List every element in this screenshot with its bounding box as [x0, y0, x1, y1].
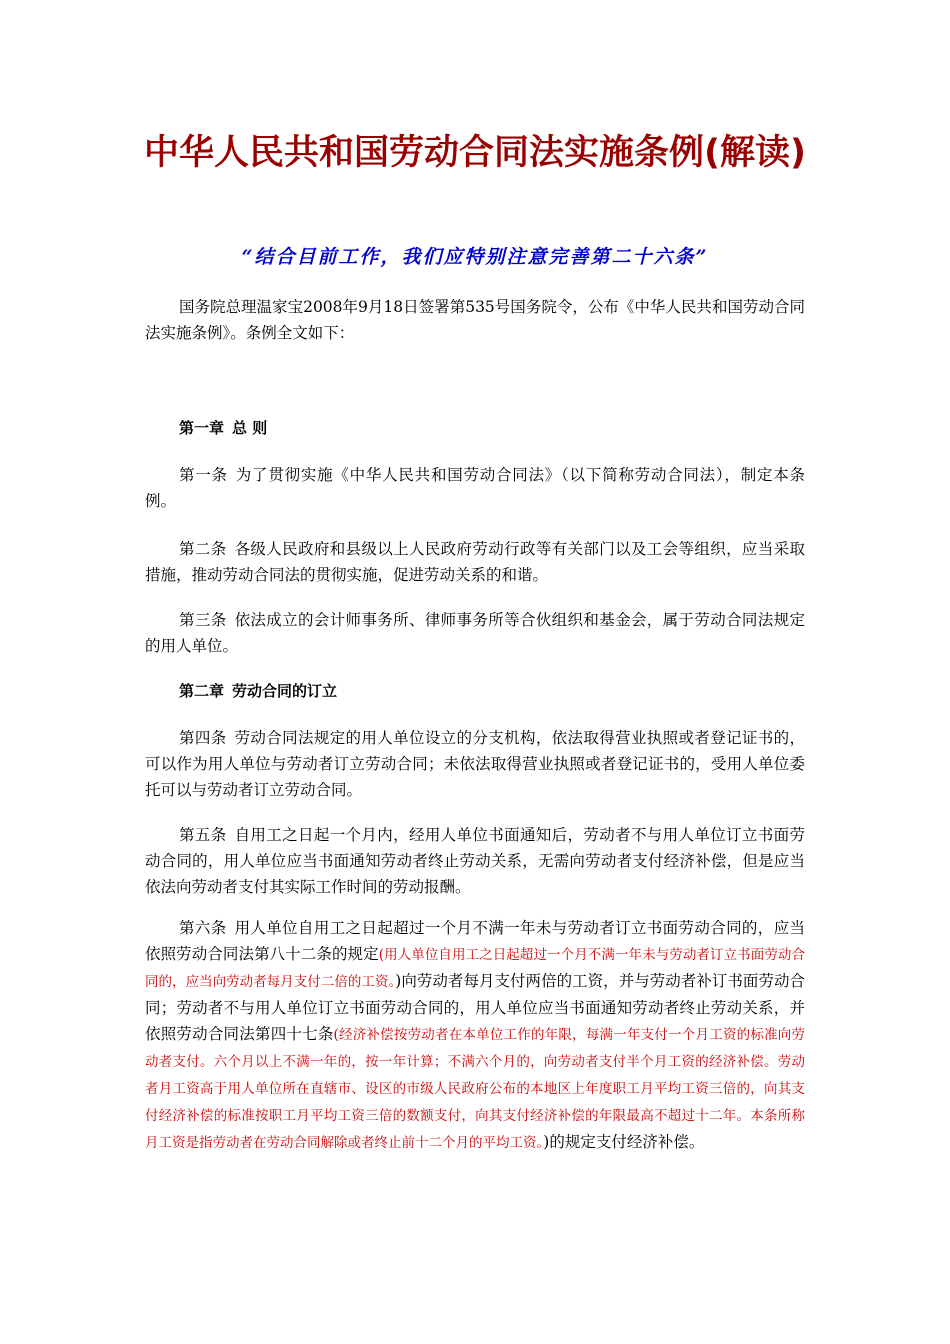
chapter-heading-2	[179, 679, 337, 703]
annotation-open: (	[333, 1027, 339, 1043]
annotation-note: 经济补偿按劳动者在本单位工作的年限，每满一年支付一个月工资的标准向劳动者支付。六个月以上不满一年的，按一年计算；不满六个月的，向劳动者支付半个月工资的经济补偿。劳动者月工资高于用人单位所在直辖市、设区的市级人民政府公布的本地区上年度职工月平均工资三倍的，向其支付经济补偿的标准按职工月平均工资三倍的数额支付，向其支付经济补偿的年限最高不超过十二年。本条所称月工资是指劳动者在劳动合同解除或者终止前十二个月的平均工资。	[145, 1027, 805, 1151]
chapter-name: 劳动合同的订立	[232, 682, 338, 700]
article-text: 向劳动者每月支付两倍的工资，并与劳动者补订书面劳动合同；劳动者不与用人单位订立书面劳动合同的，用人单位应当书面通知劳动者终止劳动关系，并依照劳动合同法第四十七条	[145, 972, 805, 1043]
chapter-heading-1	[179, 416, 267, 440]
chapter-label: 第二章	[179, 682, 225, 700]
article-text: 依法成立的会计师事务所、律师事务所等合伙组织和基金会，属于劳动合同法规定的用人单位。	[145, 611, 805, 655]
article-6	[145, 915, 805, 1156]
article-1	[145, 462, 805, 514]
article-5	[145, 822, 805, 900]
article-4	[145, 725, 805, 803]
article-text: 用人单位自用工之日起超过一个月不满一年未与劳动者订立书面劳动合同的，应当依照劳动合同法第八十二条的规定	[145, 919, 805, 963]
article-text: 各级人民政府和县级以上人民政府劳动行政等有关部门以及工会等组织，应当采取措施，推动劳动合同法的贯彻实施，促进劳动关系的和谐。	[145, 540, 805, 584]
article-label: 第四条	[179, 729, 227, 747]
annotation-close: )	[543, 1133, 550, 1151]
annotation-note: 用人单位自用工之日起超过一个月不满一年未与劳动者订立书面劳动合同的，应当向劳动者每月支付二倍的工资。	[145, 947, 805, 990]
article-text: 的规定支付经济补偿。	[549, 1133, 705, 1151]
document-subtitle: “结合目前工作，我们应特别注意完善第二十六条”	[241, 246, 709, 268]
intro-paragraph: 国务院总理温家宝2008年9月18日签署第535号国务院令，公布《中华人民共和国劳动合同法实施条例》。条例全文如下：	[145, 298, 805, 342]
article-text: 为了贯彻实施《中华人民共和国劳动合同法》（以下简称劳动合同法），制定本条例。	[145, 466, 805, 510]
annotation-close: )	[395, 972, 402, 990]
article-label: 第三条	[179, 611, 227, 629]
chapter-label: 第一章	[179, 419, 225, 437]
article-label: 第一条	[179, 466, 228, 484]
chapter-name: 总 则	[232, 419, 268, 437]
article-label: 第六条	[179, 919, 227, 937]
document-title: 中华人民共和国劳动合同法实施条例(解读)	[144, 133, 806, 173]
article-3	[145, 607, 805, 659]
annotation-open: (	[378, 947, 384, 963]
article-label: 第二条	[179, 540, 227, 558]
article-label: 第五条	[179, 826, 227, 844]
article-text: 自用工之日起一个月内，经用人单位书面通知后，劳动者不与用人单位订立书面劳动合同的，用人单位应当书面通知劳动者终止劳动关系，无需向劳动者支付经济补偿，但是应当依法向劳动者支付其实际工作时间的劳动报酬。	[145, 826, 805, 896]
article-text: 劳动合同法规定的用人单位设立的分支机构，依法取得营业执照或者登记证书的，可以作为用人单位与劳动者订立劳动合同；未依法取得营业执照或者登记证书的，受用人单位委托可以与劳动者订立劳动合同。	[145, 729, 805, 799]
article-2	[145, 536, 805, 588]
